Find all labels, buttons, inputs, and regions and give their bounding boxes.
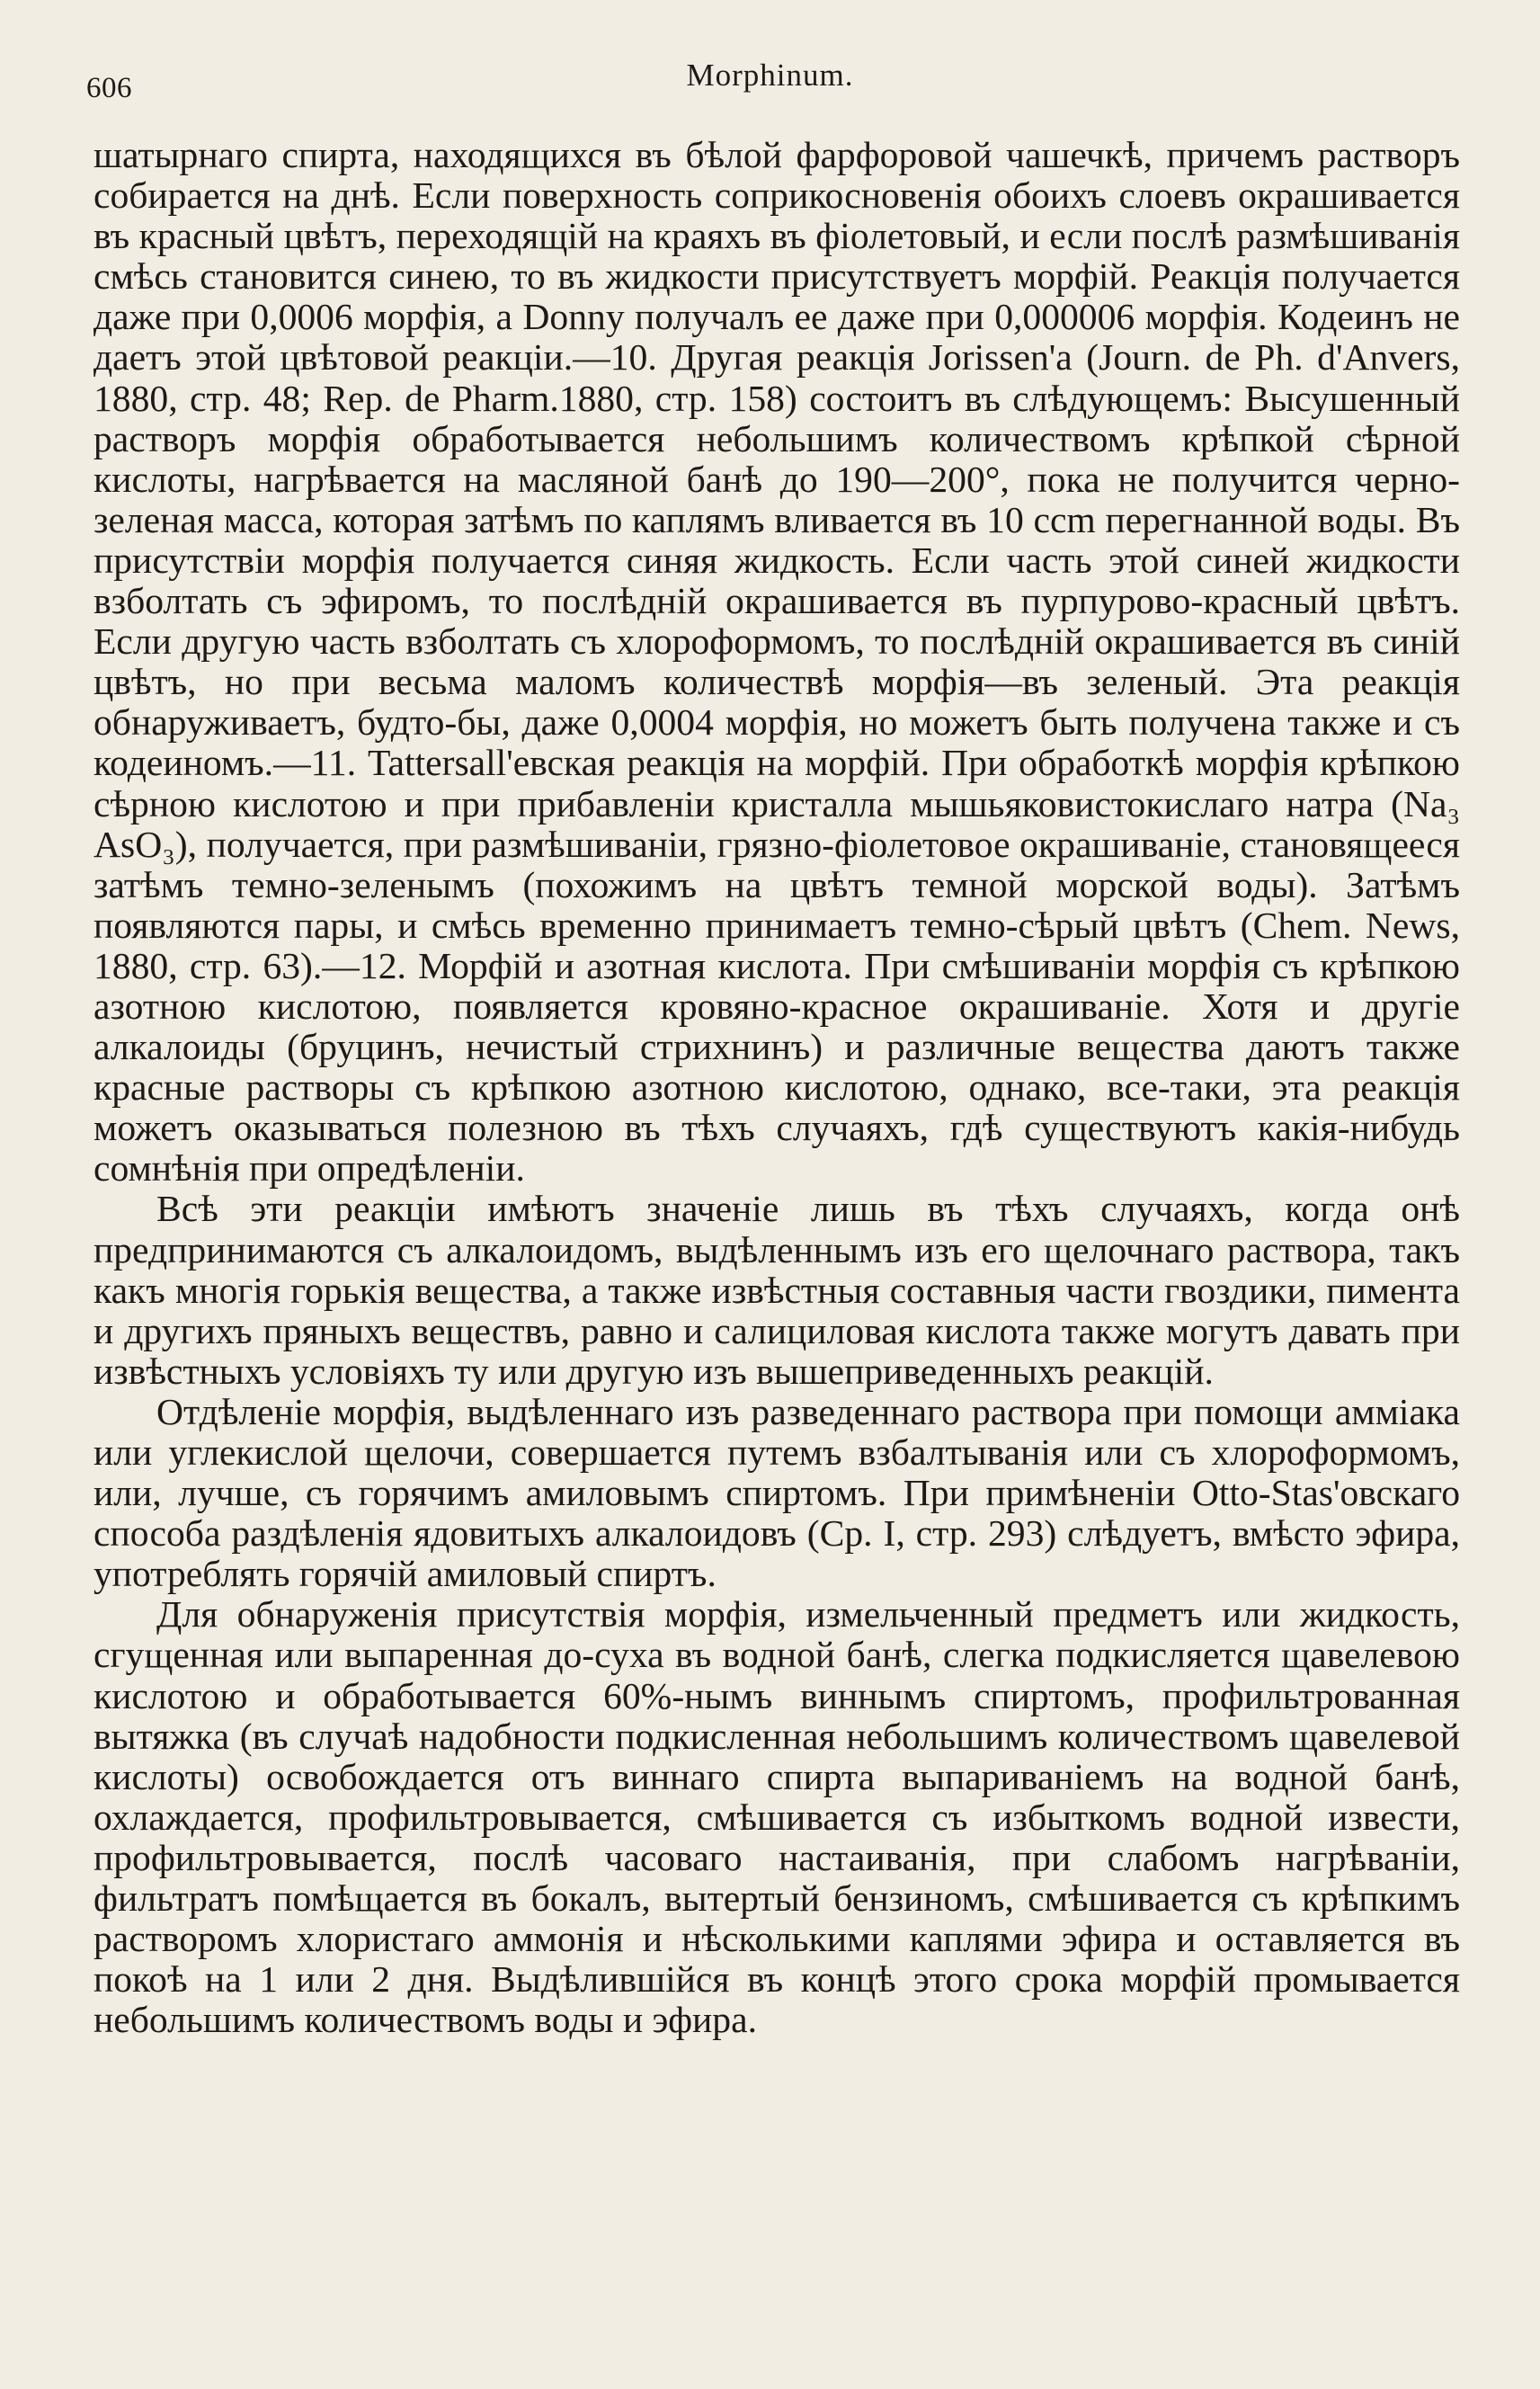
body-text (93, 135, 1460, 2040)
paragraph-separation: Отдѣленіе морфія, выдѣленнаго изъ разведеннаго раствора при помощи амміака или углекислой щелочи, совершается путемъ взбалтыванія или съ хлороформомъ, или, лучше, съ горячимъ амиловымъ спиртомъ. При примѣненіи Otto-Stas'овскаго способа раздѣленія ядовитыхъ алкалоидовъ (Ср. I, стр. 293) слѣдуетъ, вмѣсто эфира, употреблять горячій амиловый спиртъ. (93, 1390, 1460, 1595)
paragraph-significance: Всѣ эти реакціи имѣютъ значеніе лишь въ тѣхъ случаяхъ, когда онѣ предпринимаются съ алкалоидомъ, выдѣленнымъ изъ его щелочнаго раствора, такъ какъ многія горькія вещества, а также извѣстныя составныя части гвоздики, пимента и другихъ пряныхъ веществъ, равно и салициловая кислота также могутъ давать при извѣстныхъ условіяхъ ту или другую изъ вышеприведенныхъ реакцій. (93, 1188, 1460, 1392)
paragraph-detection: Для обнаруженія присутствія морфія, измельченный предметъ или жидкость, сгущенная или выпаренная до-суха въ водной банѣ, слегка подкисляется щавелевою кислотою и обработывается 60%-нымъ виннымъ спиртомъ, профильтрованная вытяжка (въ случаѣ надобности подкисленная небольшимъ количествомъ щавелевой кислоты) освобождается отъ виннаго спирта выпариваніемъ на водной банѣ, охлаждается, профильтровывается, смѣшивается съ избыткомъ водной извести, профильтровывается, послѣ часоваго настаиванія, при слабомъ нагрѣваніи, фильтратъ помѣщается въ бокалъ, вытертый бензиномъ, смѣшивается съ крѣпкимъ растворомъ хлористаго аммонія и нѣсколькими каплями эфира и оставляется въ покоѣ на 1 или 2 дня. Выдѣлившійся въ концѣ этого срока морфій промывается небольшимъ количествомъ воды и эфира. (93, 1593, 1460, 2041)
page-header (86, 56, 1454, 110)
paragraph-reactions: шатырнаго спирта, находящихся въ бѣлой фарфоровой чашечкѣ, причемъ растворъ собирается на днѣ. Если поверхность соприкосновенія обоихъ слоевъ окрашивается въ красный цвѣтъ, переходящій на краяхъ въ фіолетовый, и если послѣ размѣшиванія смѣсь становится синею, то въ жидкости присутствуетъ морфій. Реакція получается даже при 0,0006 морфія, a Donny получалъ ее даже при 0,000006 морфія. Кодеинъ не даетъ этой цвѣтовой реакціи.—10. Другая реакція Jorissen'a (Journ. de Ph. d'Anvers, 1880, стр. 48; Rep. de Pharm.1880, стр. 158) состоитъ въ слѣдующемъ: Высушенный растворъ морфія обработывается небольшимъ количествомъ крѣпкой сѣрной кислоты, нагрѣвается на масляной банѣ до 190—200°, пока не получится черно-зеленая масса, которая затѣмъ по каплямъ вливается въ 10 ccm перегнанной воды. Въ присутствіи морфія получается синяя жидкость. Если часть этой синей жидкости взболтать съ эфиромъ, то послѣдній окрашивается въ пурпурово-красный цвѣтъ. Если другую часть взболтать съ хлороформомъ, то послѣдній окрашивается въ синій цвѣтъ, но при весьма маломъ количествѣ морфія—въ зеленый. Эта реакція обнаруживаетъ, будто-бы, даже 0,0004 морфія, но можетъ быть получена также и съ кодеиномъ.—11. Tattersall'евская реакція на морфій. При обработкѣ морфія крѣпкою сѣрною кислотою и при прибавленіи кристалла мышьяковистокислаго натра (Na₃ AsO₃), получается, при размѣшиваніи, грязно-фіолетовое окрашиваніе, становящееся затѣмъ темно-зеленымъ (похожимъ на цвѣтъ темной морской воды). Затѣмъ появляются пары, и смѣсь временно принимаетъ темно-сѣрый цвѣтъ (Chem. News, 1880, стр. 63).—12. Морфій и азотная кислота. При смѣшиваніи морфія съ крѣпкою азотною кислотою, появляется кровяно-красное окрашиваніе. Хотя и другіе алкалоиды (бруцинъ, нечистый стрихнинъ) и различные вещества даютъ также красные растворы съ крѣпкою азотною кислотою, однако, все-таки, эта реакція можетъ оказываться полезною въ тѣхъ случаяхъ, гдѣ существуютъ какія-нибудь сомнѣнія при опредѣленіи. (93, 134, 1460, 1190)
running-title: Morphinum. (686, 58, 854, 93)
page-number: 606 (86, 72, 132, 104)
